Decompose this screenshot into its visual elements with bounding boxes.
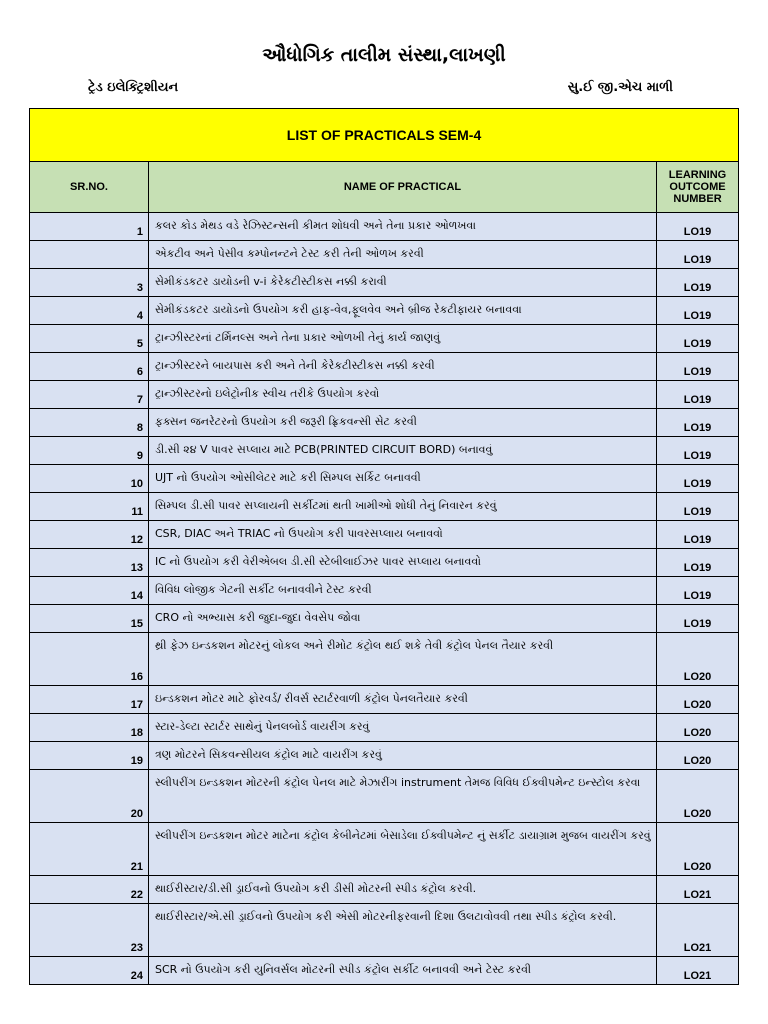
row-learning-outcome: LO19: [657, 493, 739, 521]
row-learning-outcome: LO20: [657, 633, 739, 686]
row-srno: 3: [30, 269, 149, 297]
row-practical-name: UJT નો ઉપયોગ ઓસીલેટર માટે કરી સિમ્પલ સર્કિટ બનાવવી: [149, 465, 657, 493]
row-practical-name: સ્લીપરીંગ ઇન્ડકશન મોટરની કંટ્રોલ પેનલ માટે મેઝારીંગ instrument તેમજ વિવિધ ઈક્વીપમેન્ટ ઇન્સ્ટોલ કરવા: [149, 770, 657, 823]
table-row: [30, 241, 739, 269]
row-practical-name: વિવિધ લોજીક ગેટની સર્કીટ બનાવવીને ટેસ્ટ કરવી: [149, 577, 657, 605]
row-learning-outcome: LO19: [657, 269, 739, 297]
table-banner-row: [30, 109, 739, 162]
row-learning-outcome: LO20: [657, 770, 739, 823]
row-learning-outcome: LO19: [657, 353, 739, 381]
row-srno: 17: [30, 686, 149, 714]
row-practical-name: ટ્રાન્ઝીસ્ટરને બાયપાસ કરી અને તેની કેરેકટીસ્ટીકસ નક્કી કરવી: [149, 353, 657, 381]
row-srno: 11: [30, 493, 149, 521]
row-srno: 19: [30, 742, 149, 770]
row-srno: 4: [30, 297, 149, 325]
row-srno: 7: [30, 381, 149, 409]
row-learning-outcome: LO20: [657, 714, 739, 742]
trade-label: ટ્રેડ ઇલેક્ટ્રિશીયન: [88, 80, 179, 95]
table-row: [30, 714, 739, 742]
table-row: [30, 577, 739, 605]
col-header-srno: SR.NO.: [30, 162, 149, 213]
row-practical-name: CRO નો અભ્યાસ કરી જુદા-જુદા વેવસેપ જોવા: [149, 605, 657, 633]
col-header-learning-outcome: LEARNING OUTCOME NUMBER: [657, 162, 739, 213]
table-row: [30, 686, 739, 714]
row-srno: 24: [30, 957, 149, 985]
row-srno: 21: [30, 823, 149, 876]
row-practical-name: સિમ્પલ ડી.સી પાવર સપ્લાયની સર્કીટમાં થતી ખામીઓ શોધી તેનું નિવારન કરવું: [149, 493, 657, 521]
row-learning-outcome: LO20: [657, 823, 739, 876]
table-row: [30, 521, 739, 549]
table-row: [30, 742, 739, 770]
table-row: [30, 605, 739, 633]
row-srno: 14: [30, 577, 149, 605]
row-practical-name: ડી.સી ૨૪ V પાવર સપ્લાય માટે PCB(PRINTED CIRCUIT BORD) બનાવવું: [149, 437, 657, 465]
row-practical-name: થાઈરીસ્ટાર/એ.સી ડ્રાઈવનો ઉપયોગ કરી એસી મોટરનીફરવાની દિશા ઉલટાવોવવી તથા સ્પીડ કંટ્રોલ કરવી.: [149, 904, 657, 957]
table-row: [30, 269, 739, 297]
table-row: [30, 549, 739, 577]
table-row: [30, 957, 739, 985]
row-practical-name: સેમીકંડકટર ડાયોડની v-i કેરેકટીસ્ટીકસ નક્કી કરાવી: [149, 269, 657, 297]
table-row: [30, 876, 739, 904]
row-learning-outcome: LO21: [657, 904, 739, 957]
table-row: [30, 297, 739, 325]
table-row: [30, 904, 739, 957]
row-learning-outcome: LO19: [657, 577, 739, 605]
row-practical-name: કલર કોડ મેથડ વડે રેઝિસ્ટન્સની કીમત શોધવી અને તેના પ્રકાર ઓળખવા: [149, 213, 657, 241]
row-learning-outcome: LO19: [657, 521, 739, 549]
table-row: [30, 823, 739, 876]
row-srno: 15: [30, 605, 149, 633]
row-srno: 18: [30, 714, 149, 742]
row-learning-outcome: LO19: [657, 409, 739, 437]
row-learning-outcome: LO21: [657, 876, 739, 904]
table-row: [30, 213, 739, 241]
row-learning-outcome: LO19: [657, 297, 739, 325]
row-practical-name: ટ્રાન્ઝીસ્ટરનો ઇલેટ્રોનીક સ્વીચ તરીકે ઉપયોગ કરવો: [149, 381, 657, 409]
table-row: [30, 381, 739, 409]
row-srno: 23: [30, 904, 149, 957]
row-learning-outcome: LO19: [657, 465, 739, 493]
row-practical-name: ટ્રાન્ઝીસ્ટરનાં ટર્મિનલ્સ અને તેના પ્રકાર ઓળખી તેનું કાર્ય જાણવું: [149, 325, 657, 353]
instructor-label: સુ.ઈ જી.એચ માળી: [567, 80, 673, 95]
row-learning-outcome: LO21: [657, 957, 739, 985]
row-practical-name: ત્રણ મોટરને સિકવન્સીયલ કંટ્રોલ માટે વાયરીંગ કરવું: [149, 742, 657, 770]
row-learning-outcome: LO19: [657, 325, 739, 353]
row-practical-name: એકટીવ અને પેસીવ કમ્પોનન્ટને ટેસ્ટ કરી તેની ઓળખ કરવી: [149, 241, 657, 269]
row-learning-outcome: LO20: [657, 686, 739, 714]
row-srno: 12: [30, 521, 149, 549]
row-practical-name: SCR નો ઉપયોગ કરી યુનિવર્સલ મોટરની સ્પીડ કંટ્રોલ સર્કીટ બનાવવી અને ટેસ્ટ કરવી: [149, 957, 657, 985]
row-practical-name: સ્ટાર-ડેલ્ટા સ્ટાર્ટર સાથેનું પેનલબોર્ડ વાયરીંગ કરવું: [149, 714, 657, 742]
table-row: [30, 325, 739, 353]
row-practical-name: IC નો ઉપયોગ કરી વેરીએબલ ડી.સી સ્ટેબીલાઈઝર પાવર સપ્લાય બનાવવો: [149, 549, 657, 577]
row-practical-name: CSR, DIAC અને TRIAC નો ઉપયોગ કરી પાવરસપ્લાય બનાવવો: [149, 521, 657, 549]
row-learning-outcome: LO19: [657, 605, 739, 633]
row-practical-name: થ્રી ફેઝ ઇન્ડકશન મોટરનું લોકલ અને રીમોટ કંટ્રોલ થઈ શકે તેવી કંટ્રોલ પેનલ તૈયાર કરવી: [149, 633, 657, 686]
table-header-row: [30, 162, 739, 213]
row-learning-outcome: LO19: [657, 549, 739, 577]
institute-title: ઔધોગિક તાલીમ સંસ્થા,લાખણી: [262, 44, 506, 66]
row-learning-outcome: LO19: [657, 381, 739, 409]
table-row: [30, 353, 739, 381]
col-header-practical: NAME OF PRACTICAL: [149, 162, 657, 213]
row-srno: 9: [30, 437, 149, 465]
row-srno: 8: [30, 409, 149, 437]
row-srno: 10: [30, 465, 149, 493]
row-srno: 20: [30, 770, 149, 823]
row-practical-name: ફક્સન જનરેટરનો ઉપયોગ કરી જરૂરી ફ્રિકવન્સી સેટ કરવી: [149, 409, 657, 437]
table-banner: LIST OF PRACTICALS SEM-4: [30, 109, 739, 162]
row-practical-name: સ્લીપરીંગ ઇન્ડકશન મોટર માટેના કંટ્રોલ કેબીનેટમાં બેસાડેલા ઈક્વીપમેન્ટ નું સર્કીટ ડાયાગ્રામ મુજબ વાયરીંગ કરવું: [149, 823, 657, 876]
table-row: [30, 633, 739, 686]
table-row: [30, 493, 739, 521]
table-row: [30, 409, 739, 437]
row-learning-outcome: LO19: [657, 213, 739, 241]
row-srno: 16: [30, 633, 149, 686]
table-row: [30, 437, 739, 465]
row-learning-outcome: LO19: [657, 437, 739, 465]
practicals-table: [29, 108, 739, 985]
row-srno: 22: [30, 876, 149, 904]
row-learning-outcome: LO20: [657, 742, 739, 770]
row-srno: 5: [30, 325, 149, 353]
row-srno: 13: [30, 549, 149, 577]
row-practical-name: થાઈરીસ્ટાર/ડી.સી ડ્રાઈવનો ઉપયોગ કરી ડીસી મોટરની સ્પીડ કંટ્રોલ કરવી.: [149, 876, 657, 904]
row-practical-name: ઇન્ડકશન મોટર માટે ફોરવર્ડ/ રીવર્સ સ્ટાર્ટરવાળી કંટ્રોલ પેનલતૈયાર કરવી: [149, 686, 657, 714]
row-practical-name: સેમીકંડકટર ડાયોડનો ઉપયોગ કરી હાફ-વેવ,ફૂલવેવ અને બ્રીજ રેકટીફાયર બનાવવા: [149, 297, 657, 325]
row-srno: [30, 241, 149, 269]
table-row: [30, 465, 739, 493]
row-srno: 1: [30, 213, 149, 241]
row-learning-outcome: LO19: [657, 241, 739, 269]
table-row: [30, 770, 739, 823]
row-srno: 6: [30, 353, 149, 381]
